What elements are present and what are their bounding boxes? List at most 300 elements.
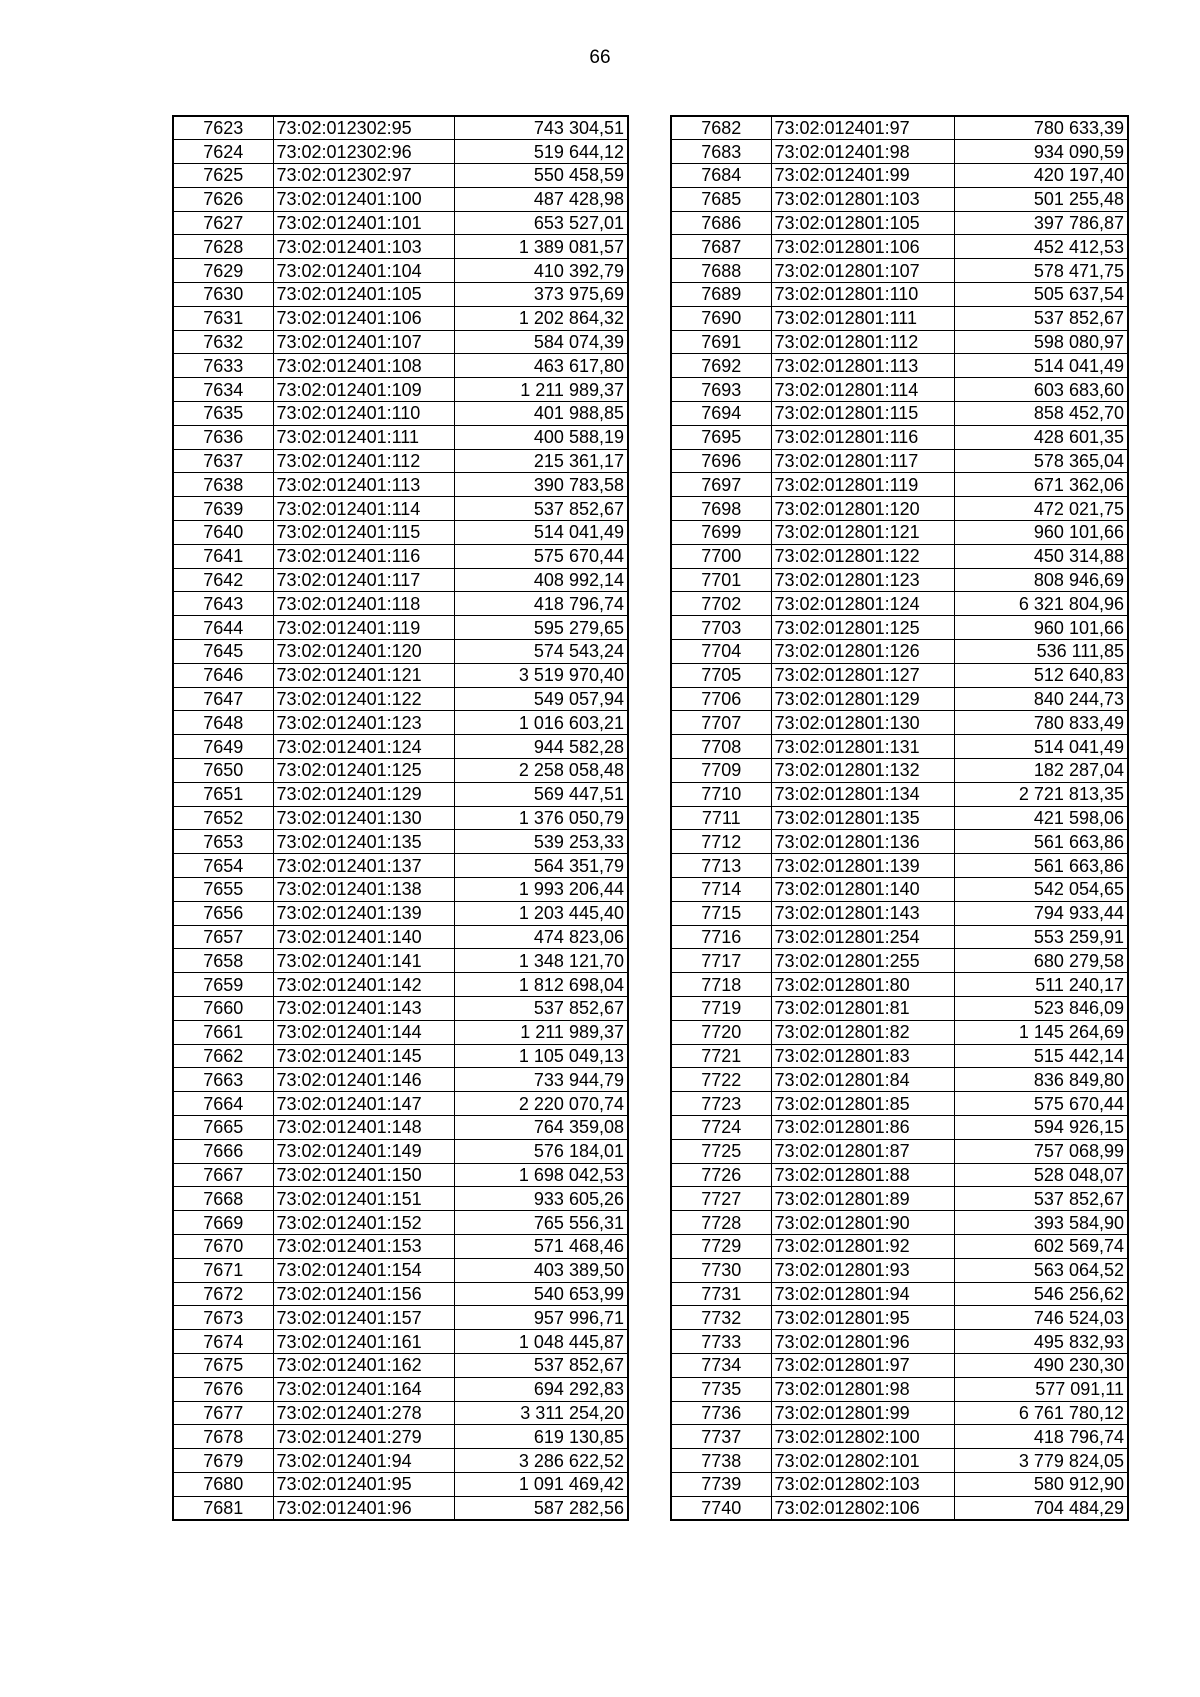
value-cell: 1 203 445,40 xyxy=(454,901,628,925)
row-number-cell: 7686 xyxy=(671,211,771,235)
cadastral-number-cell: 73:02:012401:130 xyxy=(273,806,454,830)
table-row xyxy=(671,1115,1128,1139)
cadastral-number-cell: 73:02:012801:136 xyxy=(771,830,954,854)
cadastral-number-cell: 73:02:012401:120 xyxy=(273,640,454,664)
table-row xyxy=(173,759,628,783)
cadastral-number-cell: 73:02:012801:87 xyxy=(771,1139,954,1163)
row-number-cell: 7658 xyxy=(173,949,273,973)
table-row xyxy=(671,1401,1128,1425)
table-row xyxy=(671,544,1128,568)
row-number-cell: 7652 xyxy=(173,806,273,830)
row-number-cell: 7698 xyxy=(671,497,771,521)
value-cell: 561 663,86 xyxy=(954,854,1128,878)
value-cell: 418 796,74 xyxy=(954,1425,1128,1449)
row-number-cell: 7711 xyxy=(671,806,771,830)
table-row xyxy=(173,925,628,949)
table-row xyxy=(173,1044,628,1068)
table-row xyxy=(671,711,1128,735)
table-row xyxy=(671,354,1128,378)
value-cell: 549 057,94 xyxy=(454,687,628,711)
row-number-cell: 7739 xyxy=(671,1472,771,1496)
row-number-cell: 7641 xyxy=(173,544,273,568)
row-number-cell: 7634 xyxy=(173,378,273,402)
table-row xyxy=(173,663,628,687)
cadastral-number-cell: 73:02:012801:89 xyxy=(771,1187,954,1211)
row-number-cell: 7645 xyxy=(173,640,273,664)
row-number-cell: 7707 xyxy=(671,711,771,735)
value-cell: 1 211 989,37 xyxy=(454,378,628,402)
value-cell: 704 484,29 xyxy=(954,1496,1128,1520)
table-row xyxy=(173,616,628,640)
cadastral-number-cell: 73:02:012801:95 xyxy=(771,1306,954,1330)
row-number-cell: 7727 xyxy=(671,1187,771,1211)
cadastral-number-cell: 73:02:012801:139 xyxy=(771,854,954,878)
value-cell: 514 041,49 xyxy=(954,354,1128,378)
value-cell: 576 184,01 xyxy=(454,1139,628,1163)
row-number-cell: 7649 xyxy=(173,735,273,759)
value-cell: 519 644,12 xyxy=(454,140,628,164)
row-number-cell: 7724 xyxy=(671,1115,771,1139)
cadastral-number-cell: 73:02:012401:123 xyxy=(273,711,454,735)
table-row xyxy=(173,378,628,402)
table-row xyxy=(173,854,628,878)
cadastral-number-cell: 73:02:012401:145 xyxy=(273,1044,454,1068)
value-cell: 1 048 445,87 xyxy=(454,1330,628,1354)
table-row xyxy=(671,1234,1128,1258)
table-row xyxy=(173,1234,628,1258)
value-cell: 764 359,08 xyxy=(454,1115,628,1139)
cadastral-number-cell: 73:02:012401:105 xyxy=(273,283,454,307)
cadastral-number-cell: 73:02:012401:137 xyxy=(273,854,454,878)
cadastral-number-cell: 73:02:012401:279 xyxy=(273,1425,454,1449)
cadastral-number-cell: 73:02:012801:254 xyxy=(771,925,954,949)
table-row xyxy=(173,1092,628,1116)
row-number-cell: 7665 xyxy=(173,1115,273,1139)
row-number-cell: 7712 xyxy=(671,830,771,854)
table-row xyxy=(671,211,1128,235)
value-cell: 515 442,14 xyxy=(954,1044,1128,1068)
cadastral-number-cell: 73:02:012401:114 xyxy=(273,497,454,521)
value-cell: 1 812 698,04 xyxy=(454,973,628,997)
table-row xyxy=(173,901,628,925)
value-cell: 743 304,51 xyxy=(454,116,628,140)
table-row xyxy=(671,1163,1128,1187)
table-row xyxy=(173,259,628,283)
table-row xyxy=(173,830,628,854)
value-cell: 694 292,83 xyxy=(454,1377,628,1401)
value-cell: 2 721 813,35 xyxy=(954,782,1128,806)
value-cell: 960 101,66 xyxy=(954,616,1128,640)
cadastral-number-cell: 73:02:012401:111 xyxy=(273,425,454,449)
row-number-cell: 7662 xyxy=(173,1044,273,1068)
value-cell: 1 105 049,13 xyxy=(454,1044,628,1068)
value-cell: 182 287,04 xyxy=(954,759,1128,783)
table-row xyxy=(671,1044,1128,1068)
cadastral-number-cell: 73:02:012801:124 xyxy=(771,592,954,616)
table-row xyxy=(671,1425,1128,1449)
row-number-cell: 7681 xyxy=(173,1496,273,1520)
cadastral-number-cell: 73:02:012401:106 xyxy=(273,306,454,330)
cadastral-number-cell: 73:02:012801:123 xyxy=(771,568,954,592)
table-row xyxy=(671,187,1128,211)
table-row xyxy=(671,140,1128,164)
table-row xyxy=(671,473,1128,497)
cadastral-table-right xyxy=(670,115,1129,1521)
row-number-cell: 7627 xyxy=(173,211,273,235)
cadastral-number-cell: 73:02:012401:103 xyxy=(273,235,454,259)
row-number-cell: 7667 xyxy=(173,1163,273,1187)
value-cell: 523 846,09 xyxy=(954,996,1128,1020)
cadastral-number-cell: 73:02:012801:255 xyxy=(771,949,954,973)
table-row xyxy=(671,1139,1128,1163)
cadastral-number-cell: 73:02:012801:115 xyxy=(771,402,954,426)
row-number-cell: 7679 xyxy=(173,1449,273,1473)
value-cell: 1 202 864,32 xyxy=(454,306,628,330)
row-number-cell: 7722 xyxy=(671,1068,771,1092)
cadastral-number-cell: 73:02:012401:119 xyxy=(273,616,454,640)
row-number-cell: 7666 xyxy=(173,1139,273,1163)
table-row xyxy=(671,1353,1128,1377)
row-number-cell: 7660 xyxy=(173,996,273,1020)
cadastral-number-cell: 73:02:012401:144 xyxy=(273,1020,454,1044)
cadastral-number-cell: 73:02:012401:108 xyxy=(273,354,454,378)
table-row xyxy=(671,830,1128,854)
table-row xyxy=(173,497,628,521)
table-row xyxy=(173,949,628,973)
table-row xyxy=(671,1068,1128,1092)
cadastral-number-cell: 73:02:012302:96 xyxy=(273,140,454,164)
cadastral-number-cell: 73:02:012801:116 xyxy=(771,425,954,449)
table-row xyxy=(671,1377,1128,1401)
row-number-cell: 7643 xyxy=(173,592,273,616)
value-cell: 571 468,46 xyxy=(454,1234,628,1258)
cadastral-number-cell: 73:02:012802:100 xyxy=(771,1425,954,1449)
row-number-cell: 7735 xyxy=(671,1377,771,1401)
row-number-cell: 7706 xyxy=(671,687,771,711)
cadastral-number-cell: 73:02:012801:90 xyxy=(771,1211,954,1235)
value-cell: 537 852,67 xyxy=(454,996,628,1020)
cadastral-number-cell: 73:02:012801:126 xyxy=(771,640,954,664)
value-cell: 671 362,06 xyxy=(954,473,1128,497)
row-number-cell: 7736 xyxy=(671,1401,771,1425)
table-row xyxy=(173,878,628,902)
cadastral-number-cell: 73:02:012802:106 xyxy=(771,1496,954,1520)
row-number-cell: 7669 xyxy=(173,1211,273,1235)
row-number-cell: 7717 xyxy=(671,949,771,973)
row-number-cell: 7690 xyxy=(671,306,771,330)
cadastral-number-cell: 73:02:012801:80 xyxy=(771,973,954,997)
table-row xyxy=(671,1306,1128,1330)
cadastral-number-cell: 73:02:012401:116 xyxy=(273,544,454,568)
table-row xyxy=(671,235,1128,259)
table-row xyxy=(671,1258,1128,1282)
row-number-cell: 7733 xyxy=(671,1330,771,1354)
value-cell: 733 944,79 xyxy=(454,1068,628,1092)
table-row xyxy=(671,425,1128,449)
row-number-cell: 7642 xyxy=(173,568,273,592)
cadastral-number-cell: 73:02:012801:81 xyxy=(771,996,954,1020)
value-cell: 421 598,06 xyxy=(954,806,1128,830)
value-cell: 512 640,83 xyxy=(954,663,1128,687)
value-cell: 452 412,53 xyxy=(954,235,1128,259)
row-number-cell: 7659 xyxy=(173,973,273,997)
table-row xyxy=(173,354,628,378)
row-number-cell: 7730 xyxy=(671,1258,771,1282)
cadastral-number-cell: 73:02:012801:135 xyxy=(771,806,954,830)
value-cell: 418 796,74 xyxy=(454,592,628,616)
value-cell: 944 582,28 xyxy=(454,735,628,759)
table-row xyxy=(173,687,628,711)
value-cell: 373 975,69 xyxy=(454,283,628,307)
value-cell: 6 321 804,96 xyxy=(954,592,1128,616)
cadastral-number-cell: 73:02:012401:117 xyxy=(273,568,454,592)
table-row xyxy=(173,521,628,545)
row-number-cell: 7624 xyxy=(173,140,273,164)
value-cell: 2 220 070,74 xyxy=(454,1092,628,1116)
row-number-cell: 7716 xyxy=(671,925,771,949)
row-number-cell: 7647 xyxy=(173,687,273,711)
cadastral-number-cell: 73:02:012401:99 xyxy=(771,164,954,188)
row-number-cell: 7704 xyxy=(671,640,771,664)
cadastral-number-cell: 73:02:012801:111 xyxy=(771,306,954,330)
row-number-cell: 7629 xyxy=(173,259,273,283)
row-number-cell: 7636 xyxy=(173,425,273,449)
value-cell: 960 101,66 xyxy=(954,521,1128,545)
table-row xyxy=(173,306,628,330)
value-cell: 514 041,49 xyxy=(954,735,1128,759)
table-row xyxy=(173,1020,628,1044)
value-cell: 215 361,17 xyxy=(454,449,628,473)
cadastral-number-cell: 73:02:012801:131 xyxy=(771,735,954,759)
row-number-cell: 7653 xyxy=(173,830,273,854)
row-number-cell: 7671 xyxy=(173,1258,273,1282)
table-row xyxy=(173,330,628,354)
row-number-cell: 7699 xyxy=(671,521,771,545)
table-row xyxy=(173,140,628,164)
table-row xyxy=(671,1211,1128,1235)
row-number-cell: 7703 xyxy=(671,616,771,640)
cadastral-number-cell: 73:02:012401:147 xyxy=(273,1092,454,1116)
table-row xyxy=(671,259,1128,283)
table-row xyxy=(173,640,628,664)
table-row xyxy=(173,1139,628,1163)
value-cell: 3 519 970,40 xyxy=(454,663,628,687)
value-cell: 575 670,44 xyxy=(954,1092,1128,1116)
cadastral-number-cell: 73:02:012302:97 xyxy=(273,164,454,188)
value-cell: 569 447,51 xyxy=(454,782,628,806)
cadastral-number-cell: 73:02:012801:143 xyxy=(771,901,954,925)
cadastral-number-cell: 73:02:012401:149 xyxy=(273,1139,454,1163)
value-cell: 598 080,97 xyxy=(954,330,1128,354)
cadastral-number-cell: 73:02:012801:94 xyxy=(771,1282,954,1306)
row-number-cell: 7687 xyxy=(671,235,771,259)
cadastral-number-cell: 73:02:012401:109 xyxy=(273,378,454,402)
table-row xyxy=(671,973,1128,997)
cadastral-number-cell: 73:02:012801:132 xyxy=(771,759,954,783)
value-cell: 594 926,15 xyxy=(954,1115,1128,1139)
row-number-cell: 7656 xyxy=(173,901,273,925)
value-cell: 934 090,59 xyxy=(954,140,1128,164)
cadastral-number-cell: 73:02:012801:134 xyxy=(771,782,954,806)
value-cell: 505 637,54 xyxy=(954,283,1128,307)
cadastral-number-cell: 73:02:012801:83 xyxy=(771,1044,954,1068)
cadastral-number-cell: 73:02:012401:161 xyxy=(273,1330,454,1354)
row-number-cell: 7689 xyxy=(671,283,771,307)
table-row xyxy=(173,1496,628,1520)
value-cell: 528 048,07 xyxy=(954,1163,1128,1187)
table-row xyxy=(671,164,1128,188)
table-row xyxy=(173,568,628,592)
table-row xyxy=(671,925,1128,949)
value-cell: 578 471,75 xyxy=(954,259,1128,283)
value-cell: 537 852,67 xyxy=(454,1353,628,1377)
row-number-cell: 7692 xyxy=(671,354,771,378)
row-number-cell: 7714 xyxy=(671,878,771,902)
table-row xyxy=(173,425,628,449)
table-row xyxy=(671,640,1128,664)
cadastral-number-cell: 73:02:012801:110 xyxy=(771,283,954,307)
value-cell: 957 996,71 xyxy=(454,1306,628,1330)
cadastral-number-cell: 73:02:012401:110 xyxy=(273,402,454,426)
row-number-cell: 7631 xyxy=(173,306,273,330)
table-row xyxy=(173,449,628,473)
cadastral-number-cell: 73:02:012801:98 xyxy=(771,1377,954,1401)
row-number-cell: 7638 xyxy=(173,473,273,497)
cadastral-number-cell: 73:02:012401:142 xyxy=(273,973,454,997)
page-number: 66 xyxy=(589,47,611,68)
table-row xyxy=(671,521,1128,545)
cadastral-number-cell: 73:02:012401:94 xyxy=(273,1449,454,1473)
row-number-cell: 7721 xyxy=(671,1044,771,1068)
value-cell: 561 663,86 xyxy=(954,830,1128,854)
value-cell: 680 279,58 xyxy=(954,949,1128,973)
table-row xyxy=(671,616,1128,640)
row-number-cell: 7729 xyxy=(671,1234,771,1258)
row-number-cell: 7732 xyxy=(671,1306,771,1330)
value-cell: 563 064,52 xyxy=(954,1258,1128,1282)
row-number-cell: 7633 xyxy=(173,354,273,378)
value-cell: 511 240,17 xyxy=(954,973,1128,997)
cadastral-number-cell: 73:02:012801:120 xyxy=(771,497,954,521)
row-number-cell: 7675 xyxy=(173,1353,273,1377)
value-cell: 420 197,40 xyxy=(954,164,1128,188)
value-cell: 537 852,67 xyxy=(954,306,1128,330)
value-cell: 1 376 050,79 xyxy=(454,806,628,830)
cadastral-number-cell: 73:02:012401:98 xyxy=(771,140,954,164)
row-number-cell: 7640 xyxy=(173,521,273,545)
table-row xyxy=(671,687,1128,711)
table-row xyxy=(173,1068,628,1092)
cadastral-number-cell: 73:02:012401:146 xyxy=(273,1068,454,1092)
cadastral-number-cell: 73:02:012401:125 xyxy=(273,759,454,783)
cadastral-number-cell: 73:02:012801:97 xyxy=(771,1353,954,1377)
row-number-cell: 7646 xyxy=(173,663,273,687)
table-row xyxy=(173,473,628,497)
value-cell: 1 091 469,42 xyxy=(454,1472,628,1496)
cadastral-number-cell: 73:02:012801:130 xyxy=(771,711,954,735)
value-cell: 1 016 603,21 xyxy=(454,711,628,735)
cadastral-number-cell: 73:02:012401:101 xyxy=(273,211,454,235)
row-number-cell: 7672 xyxy=(173,1282,273,1306)
cadastral-number-cell: 73:02:012401:156 xyxy=(273,1282,454,1306)
row-number-cell: 7715 xyxy=(671,901,771,925)
cadastral-number-cell: 73:02:012801:122 xyxy=(771,544,954,568)
value-cell: 577 091,11 xyxy=(954,1377,1128,1401)
row-number-cell: 7693 xyxy=(671,378,771,402)
cadastral-number-cell: 73:02:012801:127 xyxy=(771,663,954,687)
value-cell: 540 653,99 xyxy=(454,1282,628,1306)
cadastral-number-cell: 73:02:012401:141 xyxy=(273,949,454,973)
row-number-cell: 7635 xyxy=(173,402,273,426)
row-number-cell: 7697 xyxy=(671,473,771,497)
table-row xyxy=(671,1187,1128,1211)
value-cell: 780 633,39 xyxy=(954,116,1128,140)
row-number-cell: 7737 xyxy=(671,1425,771,1449)
table-row xyxy=(671,806,1128,830)
row-number-cell: 7678 xyxy=(173,1425,273,1449)
value-cell: 619 130,85 xyxy=(454,1425,628,1449)
row-number-cell: 7623 xyxy=(173,116,273,140)
table-row xyxy=(173,973,628,997)
value-cell: 602 569,74 xyxy=(954,1234,1128,1258)
cadastral-number-cell: 73:02:012401:104 xyxy=(273,259,454,283)
cadastral-number-cell: 73:02:012801:93 xyxy=(771,1258,954,1282)
cadastral-number-cell: 73:02:012401:153 xyxy=(273,1234,454,1258)
cadastral-number-cell: 73:02:012401:150 xyxy=(273,1163,454,1187)
row-number-cell: 7651 xyxy=(173,782,273,806)
value-cell: 808 946,69 xyxy=(954,568,1128,592)
table-row xyxy=(173,1306,628,1330)
value-cell: 550 458,59 xyxy=(454,164,628,188)
value-cell: 580 912,90 xyxy=(954,1472,1128,1496)
row-number-cell: 7677 xyxy=(173,1401,273,1425)
table-row xyxy=(173,996,628,1020)
row-number-cell: 7683 xyxy=(671,140,771,164)
value-cell: 858 452,70 xyxy=(954,402,1128,426)
value-cell: 3 311 254,20 xyxy=(454,1401,628,1425)
table-row xyxy=(671,378,1128,402)
row-number-cell: 7630 xyxy=(173,283,273,307)
value-cell: 490 230,30 xyxy=(954,1353,1128,1377)
value-cell: 6 761 780,12 xyxy=(954,1401,1128,1425)
value-cell: 546 256,62 xyxy=(954,1282,1128,1306)
value-cell: 1 389 081,57 xyxy=(454,235,628,259)
table-row xyxy=(173,592,628,616)
table-row xyxy=(173,402,628,426)
row-number-cell: 7661 xyxy=(173,1020,273,1044)
cadastral-table-left xyxy=(172,115,629,1521)
value-cell: 393 584,90 xyxy=(954,1211,1128,1235)
row-number-cell: 7684 xyxy=(671,164,771,188)
row-number-cell: 7655 xyxy=(173,878,273,902)
table-row xyxy=(173,1472,628,1496)
cadastral-number-cell: 73:02:012801:119 xyxy=(771,473,954,497)
value-cell: 3 779 824,05 xyxy=(954,1449,1128,1473)
cadastral-number-cell: 73:02:012401:162 xyxy=(273,1353,454,1377)
table-row xyxy=(173,711,628,735)
cadastral-number-cell: 73:02:012401:139 xyxy=(273,901,454,925)
cadastral-number-cell: 73:02:012401:112 xyxy=(273,449,454,473)
row-number-cell: 7626 xyxy=(173,187,273,211)
row-number-cell: 7674 xyxy=(173,1330,273,1354)
value-cell: 487 428,98 xyxy=(454,187,628,211)
table-row xyxy=(671,1330,1128,1354)
value-cell: 780 833,49 xyxy=(954,711,1128,735)
cadastral-number-cell: 73:02:012401:97 xyxy=(771,116,954,140)
table-row xyxy=(173,116,628,140)
value-cell: 1 211 989,37 xyxy=(454,1020,628,1044)
value-cell: 840 244,73 xyxy=(954,687,1128,711)
